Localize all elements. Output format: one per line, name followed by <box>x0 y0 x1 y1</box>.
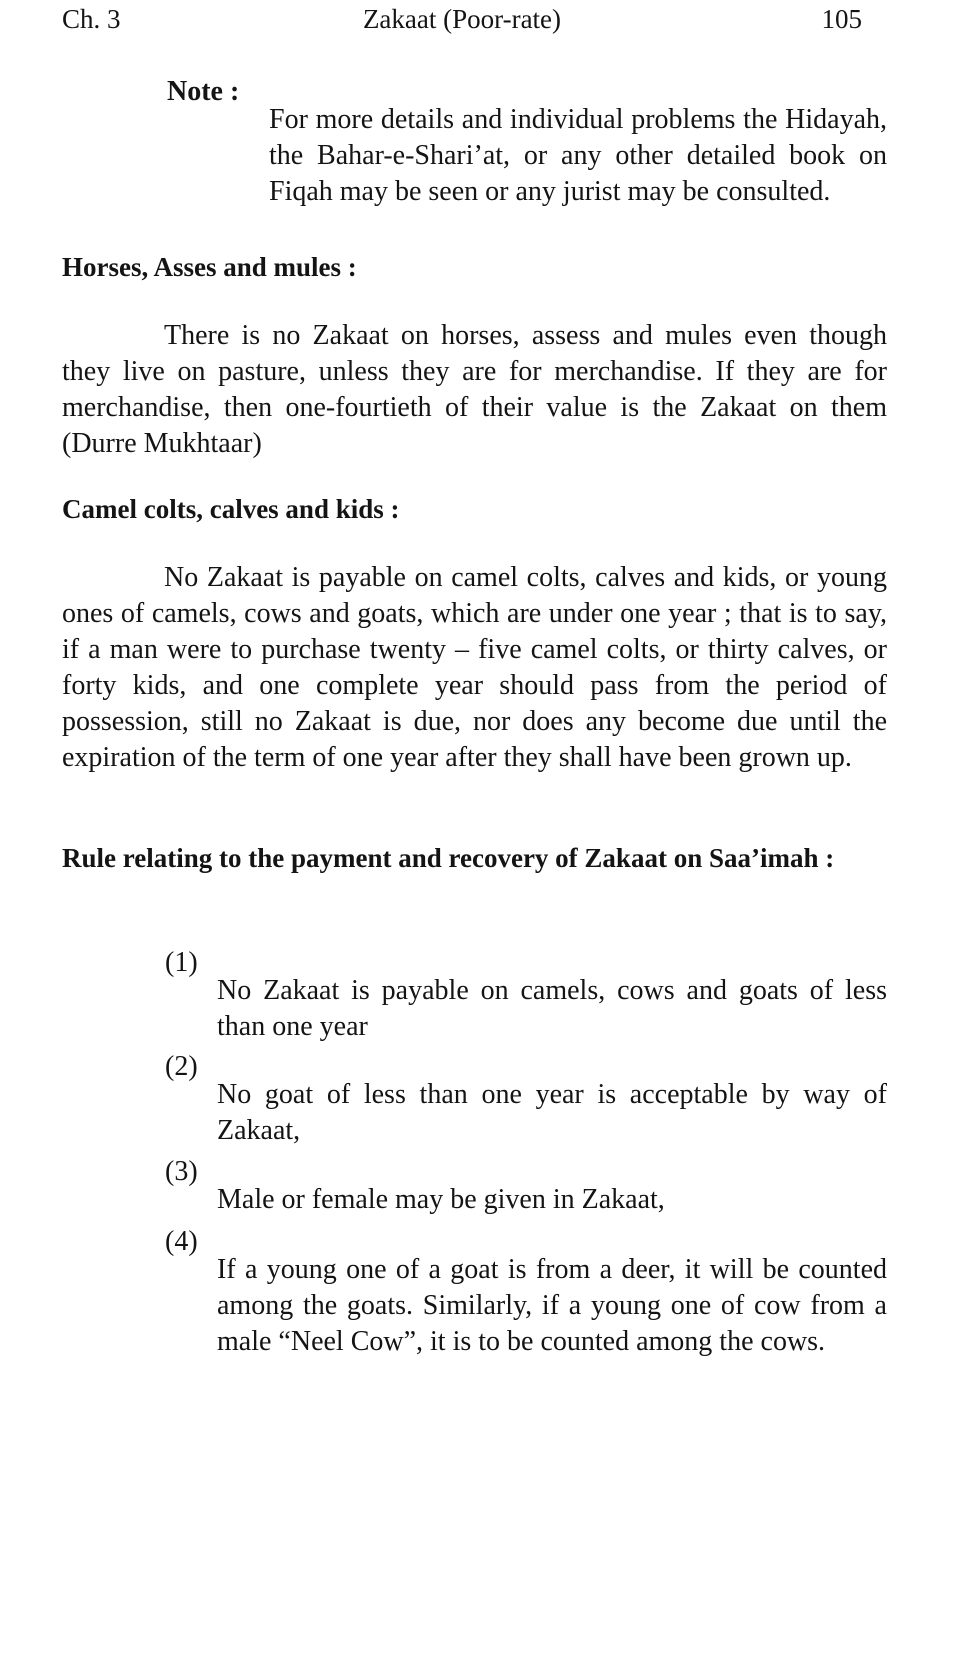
rule-item <box>165 1224 887 1388</box>
rule-text: If a young one of a goat is from a deer, it will be counted among the goats. Similarly, if a young one of cow from a male “Neel Cow”, it is to be counted among the cows. <box>217 1254 887 1357</box>
section-paragraph-horses: There is no Zakaat on horses, assess and mules even though they live on pasture, unless they are for merchandise. If they are for merchandise, then one-fourtieth of their value is the Zakaat on them (Durre Mukhtaar) <box>62 320 887 459</box>
running-title: Zakaat (Poor-rate) <box>362 4 562 34</box>
section-paragraph-colts: No Zakaat is payable on camel colts, calves and kids, or young ones of camels, cows and goats, which are under one year ; that is to say, if a man were to purchase twenty – five camel colts, or thirty calves, or forty kids, and one complete year should pass from the period of possession, still no Zakaat is due, nor does any become due until the expiration of the term of one year after they shall have been grown up. <box>62 562 887 773</box>
section-heading-colts: Camel colts, calves and kids : <box>62 494 400 524</box>
rule-number: (2) <box>165 1051 198 1082</box>
rule-number: (3) <box>165 1156 198 1187</box>
rule-number: (4) <box>165 1226 198 1257</box>
chapter-label: Ch. 3 <box>62 4 121 34</box>
section-heading-horses: Horses, Asses and mules : <box>62 252 357 282</box>
note-text: For more details and individual problems the Hidayah, the Bahar-e-Shari’at, or any other detailed book on Fiqah may be seen or any jurist may be consulted. <box>269 104 887 207</box>
note-block <box>167 74 887 238</box>
rule-text: No Zakaat is payable on camels, cows and goats of less than one year <box>217 975 887 1042</box>
rule-number: (1) <box>165 947 198 978</box>
running-header <box>62 2 862 36</box>
section-heading-rule: Rule relating to the payment and recovery of Zakaat on Saa’imah : <box>62 843 835 873</box>
rule-text: Male or female may be given in Zakaat, <box>217 1184 665 1215</box>
rule-text: No goat of less than one year is acceptable by way of Zakaat, <box>217 1079 887 1146</box>
page-number: 105 <box>821 4 862 34</box>
note-label: Note : <box>167 76 240 107</box>
